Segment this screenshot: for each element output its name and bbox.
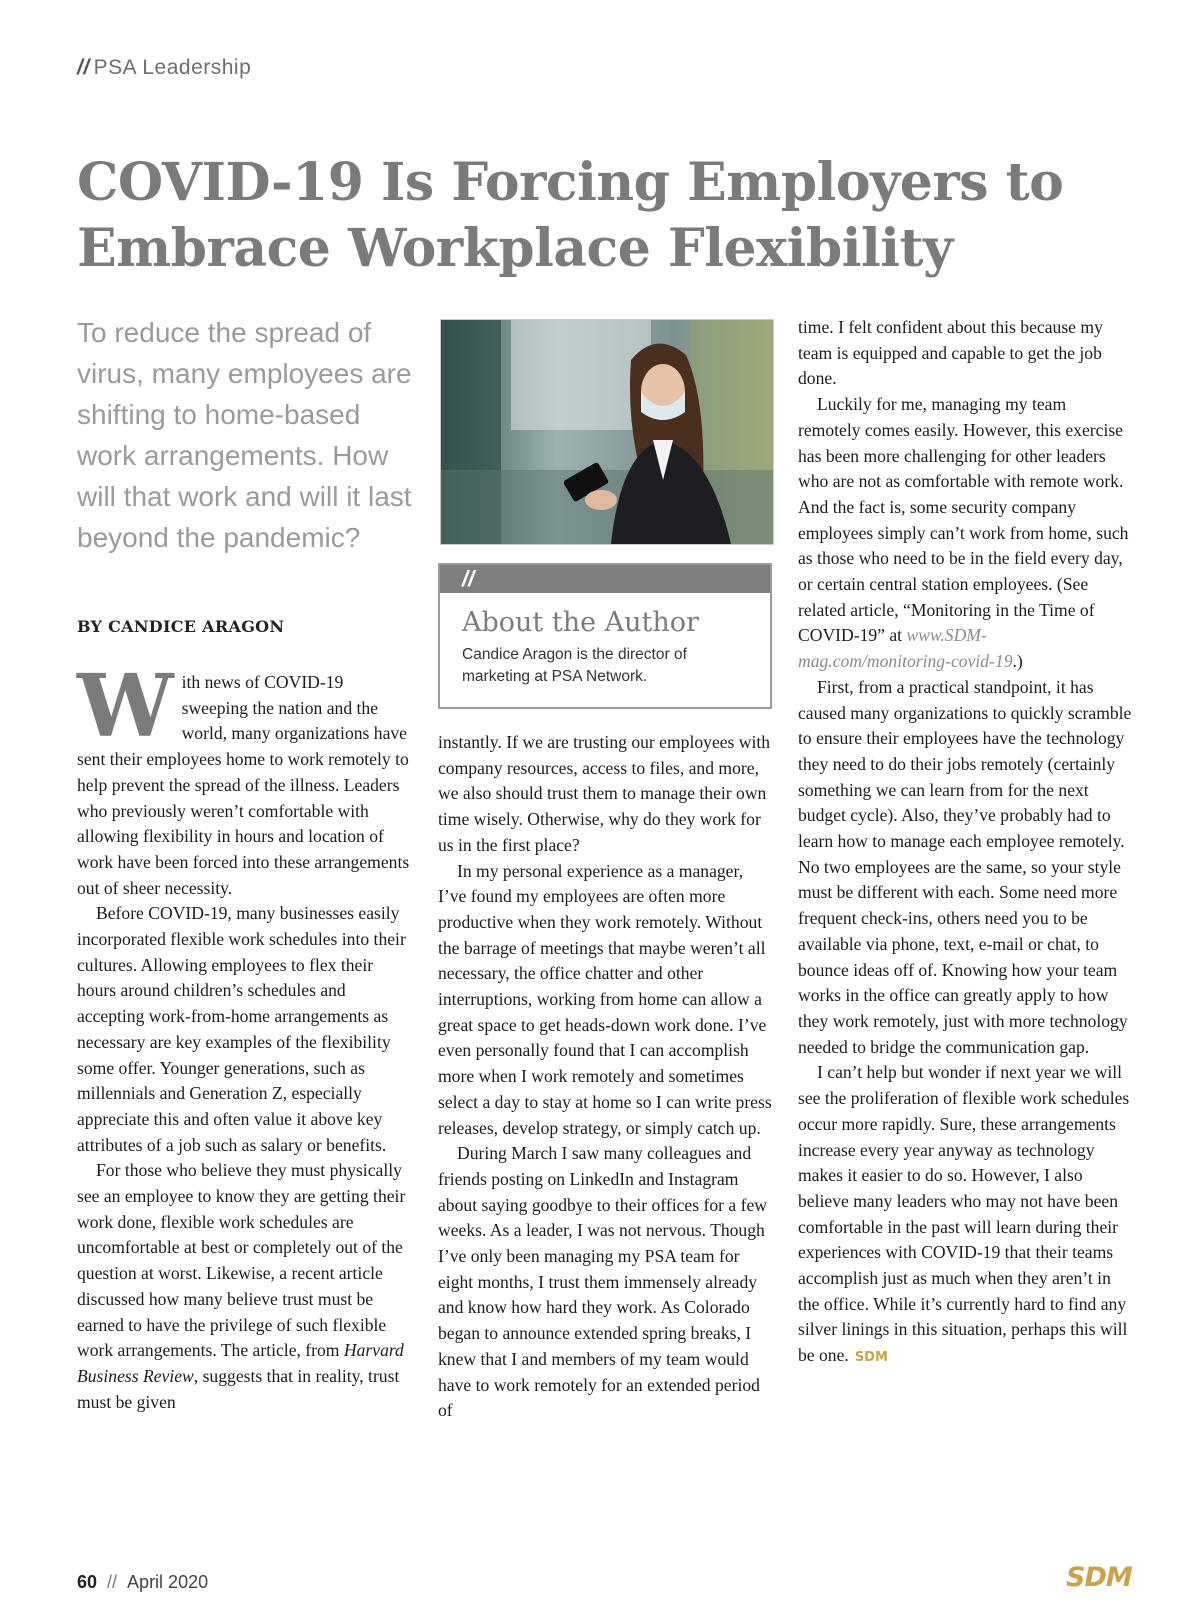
- publication-name: Harvard Business Review: [77, 1340, 404, 1386]
- paragraph-text: .): [1012, 651, 1023, 672]
- paragraph-text: Luckily for me, managing my team remotely comes easily. However, this exercise has been more challenging for other leaders who are not as comfortable with remote work. And the fact is, some security company employees simply can’t work from home, such as those who need to be in the field every day, or certain central station employees. (See related article, “Monitoring in the Time of COVID-19” at: [798, 394, 1129, 646]
- article-title: COVID-19 Is Forcing Employers to Embrace Workplace Flexibility: [77, 152, 1064, 279]
- woman-with-mask-phone-image: [441, 320, 773, 544]
- issue-date: April 2020: [127, 1572, 209, 1592]
- end-mark: SDM: [854, 1350, 888, 1366]
- section-tag: [77, 56, 251, 80]
- column-3: [798, 315, 1133, 1371]
- section-slashes: //: [77, 56, 90, 79]
- author-box-text: Candice Aragon is the director of marketing at PSA Network.: [462, 646, 687, 685]
- article-deck: To reduce the spread of virus, many employees are shifting to home-based work arrangements. How will that work and will it last beyond the pandemic?: [77, 317, 412, 553]
- byline: BY CANDICE ARAGON: [77, 617, 285, 636]
- column-1: [77, 656, 414, 1415]
- sdm-logo: SDM: [1066, 1562, 1132, 1593]
- paragraph: [77, 1158, 414, 1415]
- paragraph: Before COVID-19, many businesses easily incorporated flexible work schedules into their cultures. Allowing employees to flex their hours around children’s schedules and accepting work-from-home arrangements as necessary are key examples of the flexibility some offer. Younger generations, such as millennials and Generation Z, especially appreciate this and often value it above key attributes of a job such as salary or benefits.: [77, 903, 406, 1155]
- about-author-box: [438, 563, 772, 709]
- footer-separator: //: [107, 1572, 118, 1592]
- paragraph: In my personal experience as a manager, I’ve found my employees are often more productive when they work remotely. Without the barrage of meetings that maybe weren’t all necessary, the office chatter and other interruptions, working from home can allow a great space to get heads-down work done. I’ve even personally found that I can accomplish more when I work remotely and sometimes select a day to stay at home so I can write press releases, develop strategy, or simply catch up.: [438, 860, 772, 1138]
- paragraph-text: ith news of COVID-19 sweeping the nation and the world, many organizations have sent their employees home to work remotely to help prevent the spread of the illness. Leaders who previously weren’t comfortable with allowing flexibility in hours and location of work have been forced into these arrangements out of sheer necessity.: [77, 672, 410, 898]
- drop-cap: W: [77, 656, 174, 757]
- paragraph: instantly. If we are trusting our employees with company resources, access to files, and more, we also should trust them to manage their own time wisely. Otherwise, why do they work for us in the first place?: [438, 732, 771, 855]
- paragraph: [77, 656, 414, 901]
- author-box-title: About the Author: [462, 607, 699, 638]
- author-box-bar: //: [440, 565, 770, 593]
- paragraph-text: , suggests that in reality, trust must be given: [77, 1365, 400, 1412]
- paragraph: [798, 1060, 1133, 1370]
- paragraph-text: For those who believe they must physically see an employee to know they are getting their work done, flexible work schedules are uncomfortable at best or completely out of the question at worst. Likewise, a recent article discussed how many believe trust must be earned to have the privilege of such flexible work arrangements. The article, from: [77, 1160, 406, 1361]
- paragraph: During March I saw many colleagues and friends posting on LinkedIn and Instagram about saying goodbye to their offices for a few weeks. As a leader, I was not nervous. Though I’ve only been managing my PSA team for eight months, I trust them immensely already and know how hard they work. As Colorado began to announce extended spring breaks, I knew that I and members of my team would have to work remotely for an extended period of: [438, 1143, 767, 1421]
- page-number: 60: [77, 1572, 98, 1592]
- paragraph: time. I felt confident about this because my team is equipped and capable to get the job done.: [798, 317, 1103, 389]
- paragraph-text: I can’t help but wonder if next year we will see the proliferation of flexible work schedules occur more rapidly. Sure, these arrangements increase every year anyway as technology makes it easier to do so. However, I also believe many leaders who may not have been comfortable in the past will learn during their experiences with COVID-19 that their teams accomplish just as much when they aren’t in the office. While it’s currently hard to find any silver linings in this situation, perhaps this will be one.: [798, 1062, 1130, 1366]
- section-label: PSA Leadership: [93, 56, 252, 79]
- related-article-link[interactable]: www.SDM-mag.com/monitoring-covid-19: [798, 625, 1013, 672]
- article-photo: [440, 319, 774, 545]
- column-2: [438, 730, 773, 1424]
- paragraph: [798, 392, 1133, 675]
- page-footer: [77, 1572, 208, 1593]
- paragraph: First, from a practical standpoint, it has caused many organizations to quickly scramble to ensure their employees have the technology they need to do their jobs remotely (certainly something we can learn from for the next budget cycle). Also, they’ve probably had to learn how to manage each employee remotely. No two employees are the same, so your style must be different with each. Some need more frequent check-ins, others need you to be available via phone, text, e-mail or chat, to bounce ideas off of. Knowing how your team works in the office can greatly apply to how they work remotely, just with more technology needed to bridge the communication gap.: [798, 676, 1132, 1057]
